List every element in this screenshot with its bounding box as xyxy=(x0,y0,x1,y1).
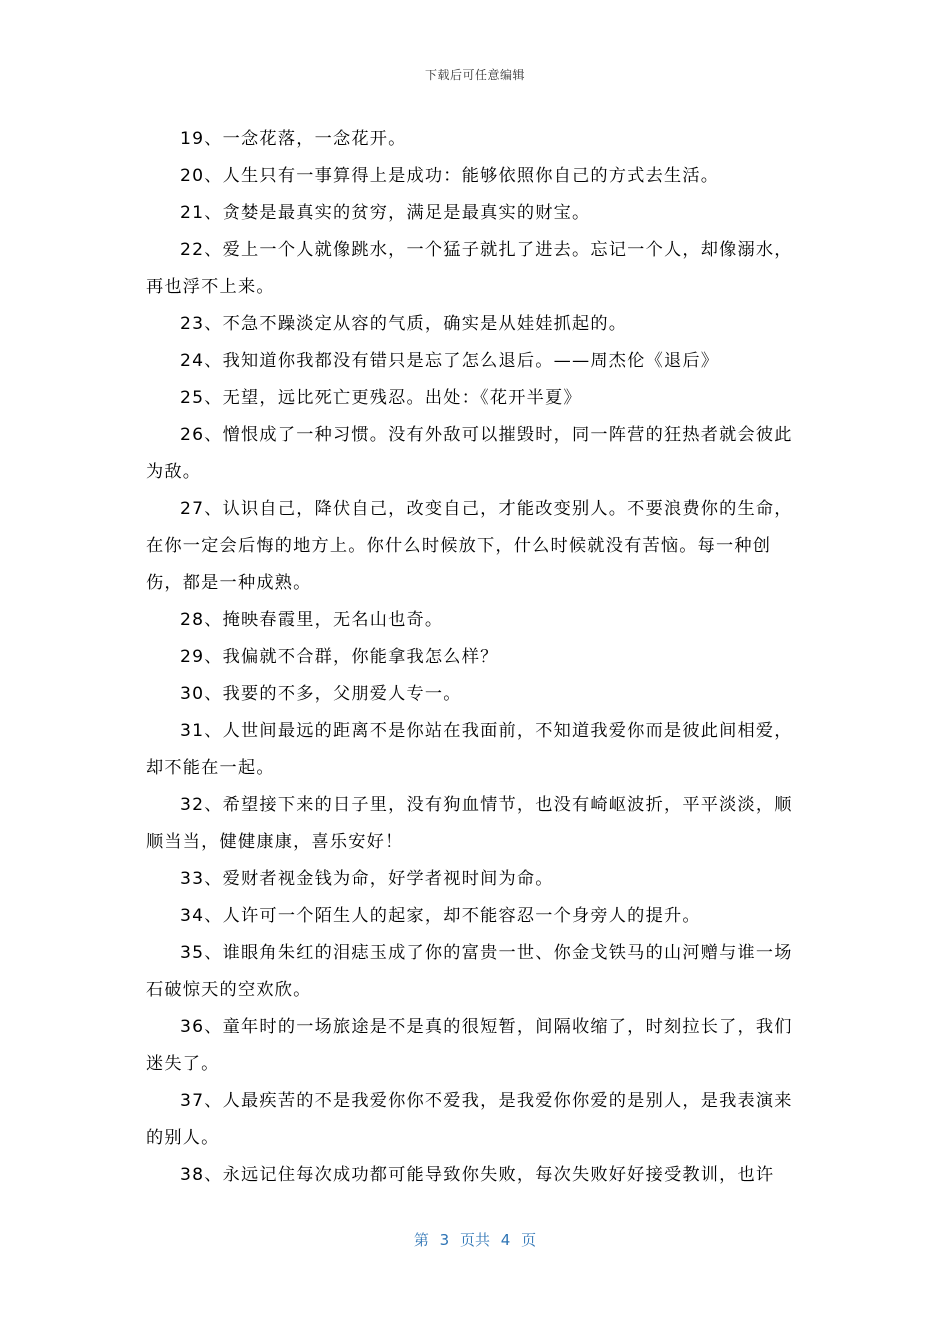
footer-prefix: 第 xyxy=(413,1231,429,1249)
page-footer xyxy=(0,1229,950,1250)
list-item: 38、永远记住每次成功都可能导致你失败，每次失败好好接受教训，也许 xyxy=(180,1165,775,1185)
footer-suffix: 页 xyxy=(521,1231,537,1249)
list-item: 25、无望，远比死亡更残忍。出处：《花开半夏》 xyxy=(180,388,582,408)
list-item: 30、我要的不多，父朋爱人专一。 xyxy=(180,684,462,704)
document-body xyxy=(146,121,806,1194)
list-item: 20、人生只有一事算得上是成功：能够依照你自己的方式去生活。 xyxy=(180,166,720,186)
list-item: 22、爱上一个人就像跳水，一个猛子就扎了进去。忘记一个人，却像溺水，再也浮不上来。 xyxy=(146,240,793,297)
list-item: 34、人许可一个陌生人的起家，却不能容忍一个身旁人的提升。 xyxy=(180,906,701,926)
list-item: 21、贪婪是最真实的贫穷，满足是最真实的财宝。 xyxy=(180,203,591,223)
header-note: 下载后可任意编辑 xyxy=(424,68,525,82)
list-item: 24、我知道你我都没有错只是忘了怎么退后。——周杰伦《退后》 xyxy=(180,351,720,371)
list-item: 28、掩映春霞里，无名山也奇。 xyxy=(180,610,444,630)
list-item: 31、人世间最远的距离不是你站在我面前，不知道我爱你而是彼此间相爱，却不能在一起。 xyxy=(146,721,793,778)
list-item: 37、人最疾苦的不是我爱你你不爱我，是我爱你你爱的是别人，是我表演来的别人。 xyxy=(146,1091,793,1148)
page-total: 4 xyxy=(500,1231,511,1249)
list-item: 19、一念花落，一念花开。 xyxy=(180,129,407,149)
list-item: 26、憎恨成了一种习惯。没有外敌可以摧毁时，同一阵营的狂热者就会彼此为敌。 xyxy=(146,425,793,482)
list-item: 36、童年时的一场旅途是不是真的很短暂，间隔收缩了，时刻拉长了，我们迷失了。 xyxy=(146,1017,793,1074)
list-item: 27、认识自己，降伏自己，改变自己，才能改变别人。不要浪费你的生命，在你一定会后悔的地方上。你什么时候放下，什么时候就没有苦恼。每一种创伤，都是一种成熟。 xyxy=(146,499,793,593)
list-item: 29、我偏就不合群，你能拿我怎么样？ xyxy=(180,647,499,667)
list-item: 33、爱财者视金钱为命，好学者视时间为命。 xyxy=(180,869,554,889)
footer-middle: 页共 xyxy=(459,1231,490,1249)
list-item: 32、希望接下来的日子里，没有狗血情节，也没有崎岖波折，平平淡淡，顺顺当当，健健康康，喜乐安好！ xyxy=(146,795,793,852)
page-number: 3 xyxy=(439,1231,450,1249)
list-item: 23、不急不躁淡定从容的气质，确实是从娃娃抓起的。 xyxy=(180,314,628,334)
list-item: 35、谁眼角朱红的泪痣玉成了你的富贵一世、你金戈铁马的山河赠与谁一场石破惊天的空欢欣。 xyxy=(146,943,793,1000)
